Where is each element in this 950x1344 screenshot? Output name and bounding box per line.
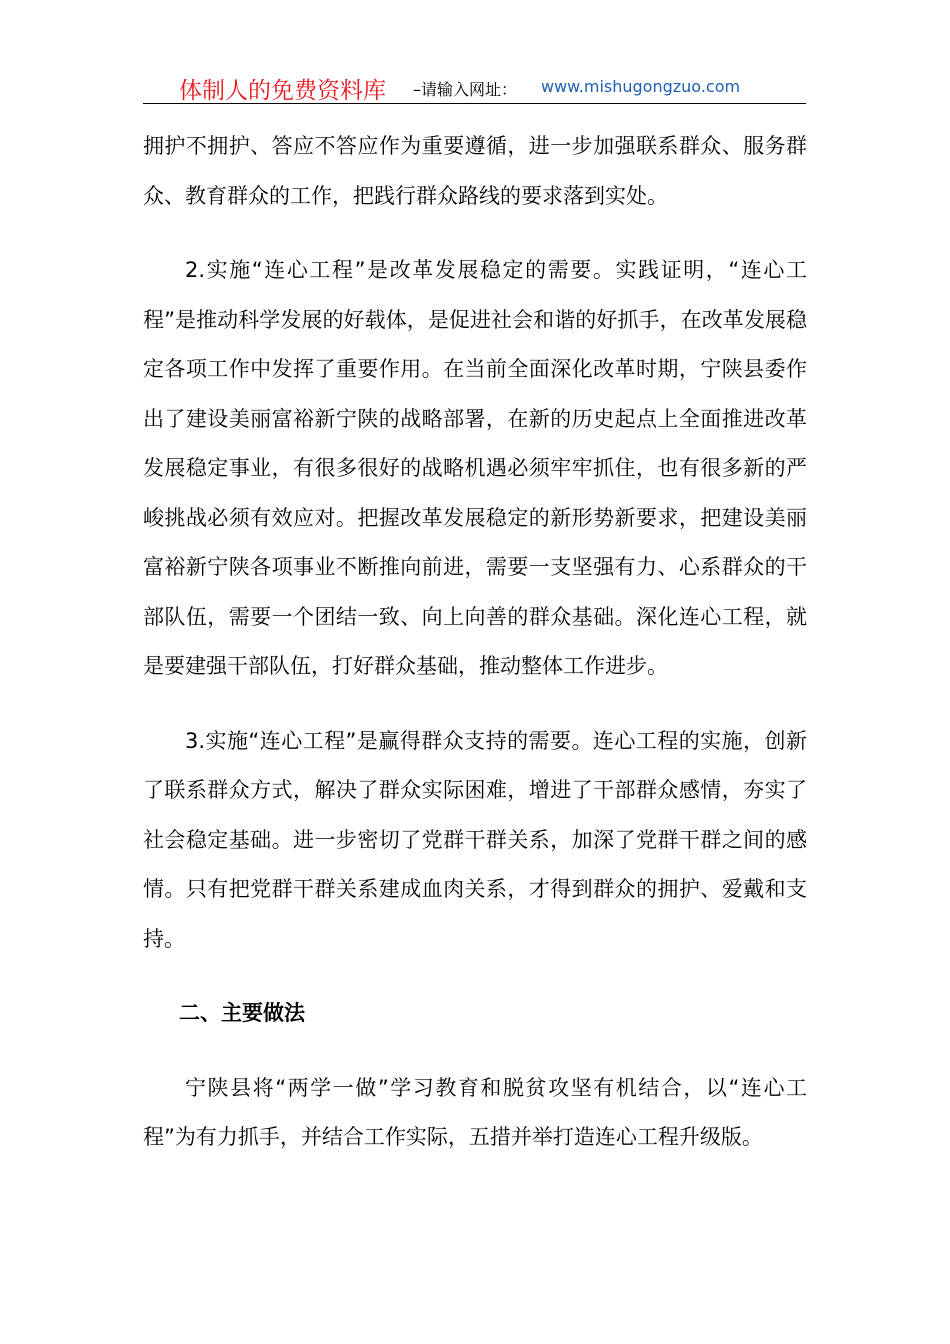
paragraph-closing: 宁陕县将“两学一做”学习教育和脱贫攻坚有机结合，以“连心工程”为有力抓手，并结合工作实际，五措并举打造连心工程升级版。	[143, 1075, 807, 1149]
header-brand: 体制人的免费资料库	[179, 78, 386, 104]
header-url-link[interactable]: www.mishugongzuo.com	[541, 77, 741, 96]
document-body	[143, 122, 807, 1163]
header-prompt: –请输入网址：	[413, 80, 518, 99]
section-heading: 二、主要做法	[179, 1001, 305, 1025]
paragraph-point-2: 2.实施“连心工程”是改革发展稳定的需要。实践证明，“连心工程”是推动科学发展的好载体，是促进社会和谐的好抓手，在改革发展稳定各项工作中发挥了重要作用。在当前全面深化改革时期，宁陕县委作出了建设美丽富裕新宁陕的战略部署，在新的历史起点上全面推进改革发展稳定事业，有很多很好的战略机遇必须牢牢抓住，也有很多新的严峻挑战必须有效应对。把握改革发展稳定的新形势新要求，把建设美丽富裕新宁陕各项事业不断推向前进，需要一支坚强有力、心系群众的干部队伍，需要一个团结一致、向上向善的群众基础。深化连心工程，就是要建强干部队伍，打好群众基础，推动整体工作进步。	[143, 258, 807, 678]
page-header	[143, 70, 806, 104]
paragraph-continuation: 拥护不拥护、答应不答应作为重要遵循，进一步加强联系群众、服务群众、教育群众的工作，把践行群众路线的要求落到实处。	[143, 134, 807, 208]
paragraph-point-3: 3.实施“连心工程”是赢得群众支持的需要。连心工程的实施，创新了联系群众方式，解决了群众实际困难，增进了干部群众感情，夯实了社会稳定基础。进一步密切了党群干群关系，加深了党群干群之间的感情。只有把党群干群关系建成血肉关系，才得到群众的拥护、爱戴和支持。	[143, 728, 807, 951]
